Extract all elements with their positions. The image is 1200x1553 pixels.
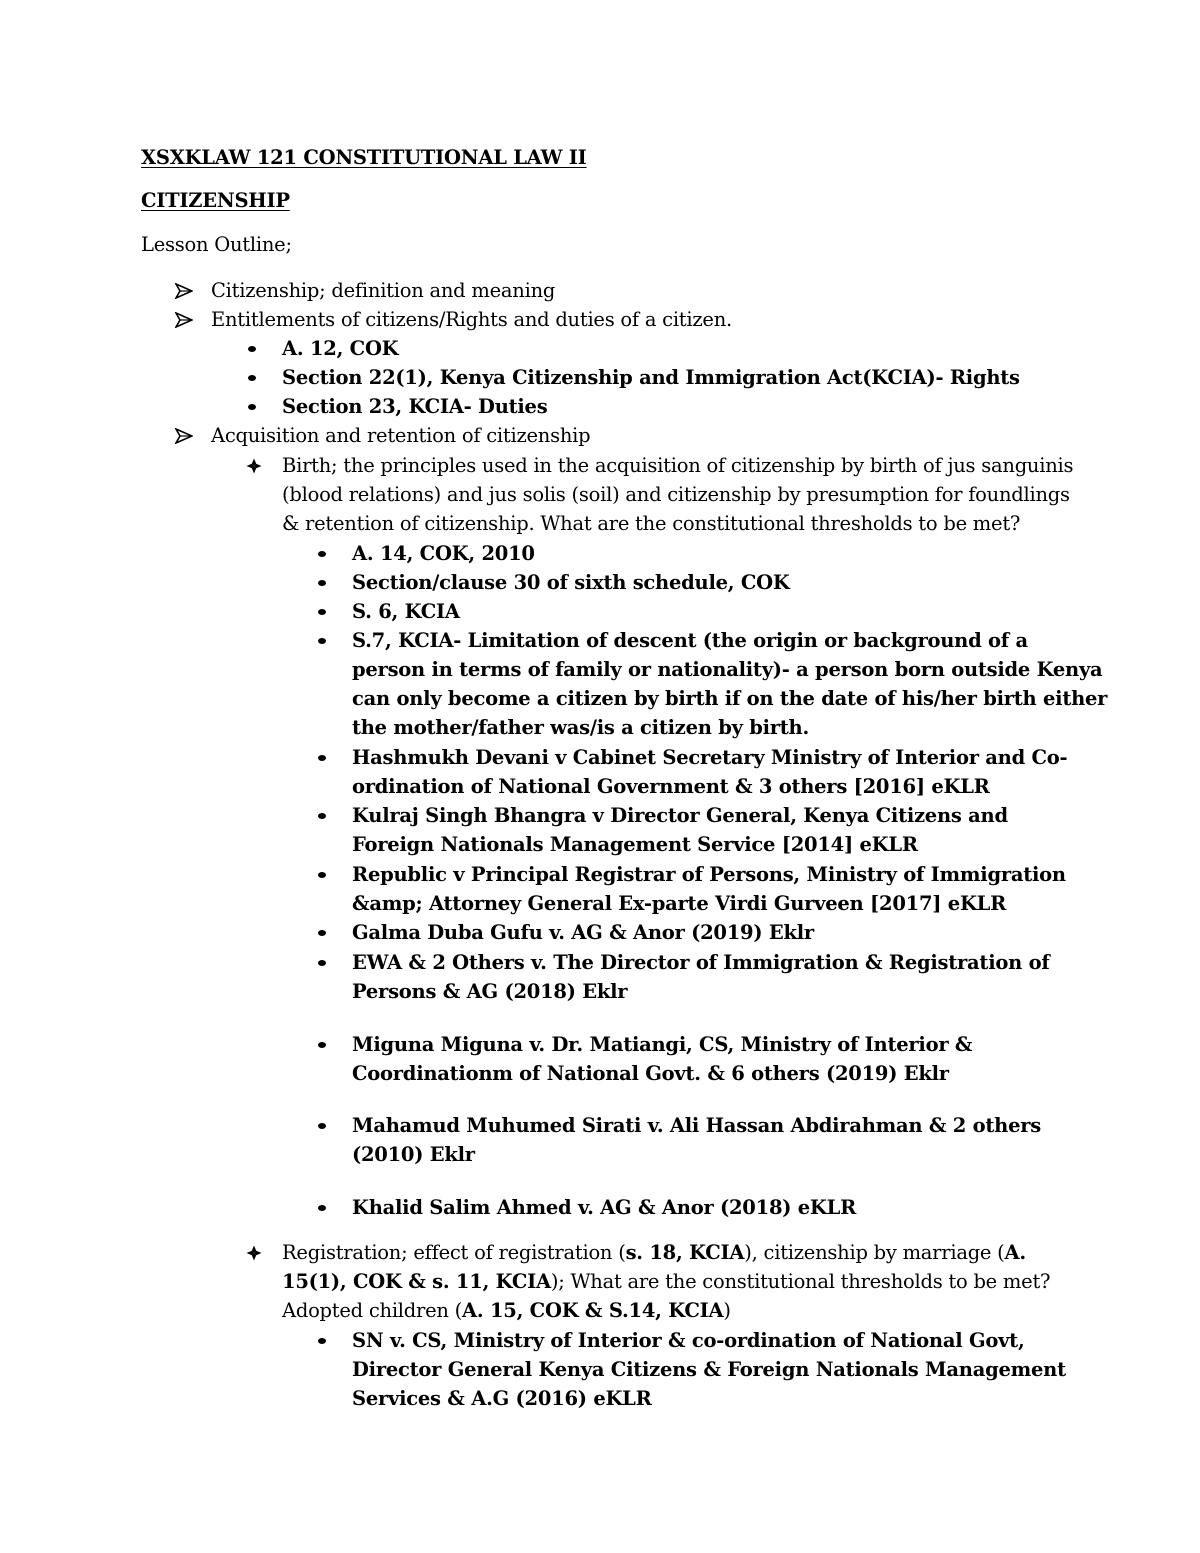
dot-bullet-icon xyxy=(312,918,332,947)
topic-title: CITIZENSHIP xyxy=(141,189,290,212)
birth-ref: S. 6, KCIA xyxy=(352,600,460,623)
case-citation: Kulraj Singh Bhangra v Director General, Kenya Citizens and xyxy=(352,804,1008,827)
dot-bullet-icon xyxy=(312,626,332,655)
course-title: XSXKLAW 121 CONSTITUTIONAL LAW II xyxy=(141,146,587,169)
birth-ref-cont: the mother/father was/is a citizen by birth. xyxy=(352,716,809,739)
registration-text-line: Adopted children (A. 15, COK & S.14, KCIA) xyxy=(282,1299,731,1322)
case-citation-cont: Director General Kenya Citizens & Foreign Nationals Management xyxy=(352,1358,1066,1381)
birth-text-line: (blood relations) and jus solis (soil) and citizenship by presumption for foundlings xyxy=(282,483,1070,506)
case-citation: Hashmukh Devani v Cabinet Secretary Ministry of Interior and Co- xyxy=(352,746,1068,769)
case-citation: EWA & 2 Others v. The Director of Immigration & Registration of xyxy=(352,951,1050,974)
dot-bullet-icon xyxy=(312,801,332,830)
dot-bullet-icon xyxy=(242,392,262,421)
birth-text-line: & retention of citizenship. What are the constitutional thresholds to be met? xyxy=(282,512,1021,535)
entitlement-ref: Section 22(1), Kenya Citizenship and Immigration Act(KCIA)- Rights xyxy=(282,366,1020,389)
birth-ref: A. 14, COK, 2010 xyxy=(352,542,535,565)
diamond-bullet-icon xyxy=(244,1238,264,1267)
arrow-bullet-icon xyxy=(174,276,194,305)
dot-bullet-icon xyxy=(312,1326,332,1355)
arrow-bullet-icon xyxy=(174,305,194,334)
dot-bullet-icon xyxy=(242,334,262,363)
entitlement-ref: A. 12, COK xyxy=(282,337,399,360)
dot-bullet-icon xyxy=(312,1193,332,1222)
birth-ref-cont: person in terms of family or nationality)- a person born outside Kenya xyxy=(352,658,1103,681)
dot-bullet-icon xyxy=(312,539,332,568)
dot-bullet-icon xyxy=(312,948,332,977)
birth-ref: Section/clause 30 of sixth schedule, COK xyxy=(352,571,790,594)
dot-bullet-icon xyxy=(312,1030,332,1059)
case-citation: Khalid Salim Ahmed v. AG & Anor (2018) eKLR xyxy=(352,1196,857,1219)
birth-text-line: Birth; the principles used in the acquisition of citizenship by birth of jus sanguinis xyxy=(282,454,1074,477)
case-citation-cont: Services & A.G (2016) eKLR xyxy=(352,1387,652,1410)
registration-text-line: Registration; effect of registration (s. 18, KCIA), citizenship by marriage (A. xyxy=(282,1241,1026,1264)
case-citation: Galma Duba Gufu v. AG & Anor (2019) Eklr xyxy=(352,921,814,944)
dot-bullet-icon xyxy=(312,1111,332,1140)
case-citation: Republic v Principal Registrar of Persons, Ministry of Immigration xyxy=(352,863,1066,886)
case-citation-cont: &amp; Attorney General Ex-parte Virdi Gurveen [2017] eKLR xyxy=(352,892,1007,915)
case-citation: SN v. CS, Ministry of Interior & co-ordination of National Govt, xyxy=(352,1329,1025,1352)
entitlement-ref: Section 23, KCIA- Duties xyxy=(282,395,548,418)
dot-bullet-icon xyxy=(312,743,332,772)
case-citation-cont: ordination of National Government & 3 others [2016] eKLR xyxy=(352,775,990,798)
dot-bullet-icon xyxy=(312,568,332,597)
outline-item-entitlements: Entitlements of citizens/Rights and duties of a citizen. xyxy=(211,308,732,331)
arrow-bullet-icon xyxy=(174,421,194,450)
case-citation-cont: (2010) Eklr xyxy=(352,1143,475,1166)
dot-bullet-icon xyxy=(242,363,262,392)
outline-label: Lesson Outline; xyxy=(141,233,292,256)
outline-item-definition: Citizenship; definition and meaning xyxy=(211,279,556,302)
dot-bullet-icon xyxy=(312,860,332,889)
registration-text-line: 15(1), COK & s. 11, KCIA); What are the constitutional thresholds to be met? xyxy=(282,1270,1051,1293)
case-citation: Miguna Miguna v. Dr. Matiangi, CS, Ministry of Interior & xyxy=(352,1033,973,1056)
diamond-bullet-icon xyxy=(244,451,264,480)
birth-ref-cont: can only become a citizen by birth if on the date of his/her birth either xyxy=(352,687,1108,710)
case-citation-cont: Persons & AG (2018) Eklr xyxy=(352,980,628,1003)
case-citation-cont: Coordinationm of National Govt. & 6 others (2019) Eklr xyxy=(352,1062,949,1085)
case-citation-cont: Foreign Nationals Management Service [2014] eKLR xyxy=(352,833,918,856)
dot-bullet-icon xyxy=(312,597,332,626)
outline-item-acquisition: Acquisition and retention of citizenship xyxy=(211,424,591,447)
birth-ref: S.7, KCIA- Limitation of descent (the origin or background of a xyxy=(352,629,1028,652)
case-citation: Mahamud Muhumed Sirati v. Ali Hassan Abdirahman & 2 others xyxy=(352,1114,1041,1137)
